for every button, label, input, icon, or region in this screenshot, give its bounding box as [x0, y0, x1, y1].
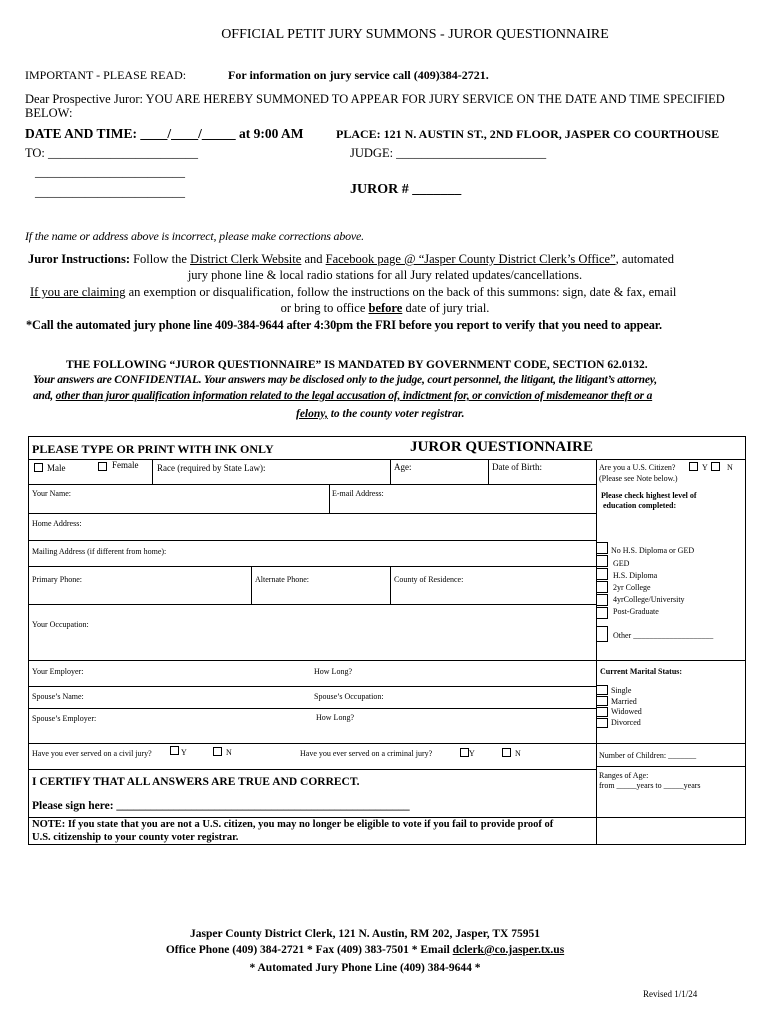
marital-checkbox-4[interactable] [596, 718, 608, 728]
below-line: BELOW: [25, 106, 73, 120]
to-line: TO: ________________________ [25, 146, 199, 160]
juror-number: JUROR # _______ [350, 182, 462, 197]
see-note: (Please see Note below.) [599, 474, 678, 483]
place: PLACE: 121 N. AUSTIN ST., 2ND FLOOR, JASPER CO COURTHOUSE [336, 127, 720, 141]
marital-option: Divorced [611, 718, 641, 727]
correction-note: If the name or address above is incorrect, please make corrections above. [25, 229, 364, 243]
criminal-jury-label: Have you ever served on a criminal jury? [300, 749, 433, 758]
spouse-occupation-label: Spouse’s Occupation: [314, 692, 384, 701]
page-title: OFFICIAL PETIT JURY SUMMONS - JUROR QUESTIONNAIRE [221, 27, 609, 42]
marital-heading: Current Marital Status: [600, 667, 683, 676]
edu-checkbox-6[interactable] [596, 607, 608, 619]
criminal-no-checkbox[interactable] [502, 748, 511, 757]
voter-registrar-text: to the county voter registrar. [330, 408, 465, 420]
employer-label: Your Employer: [32, 667, 84, 676]
how-long-label: How Long? [314, 667, 352, 676]
your-name-label: Your Name: [32, 489, 71, 498]
to-line-3: ________________________ [35, 185, 185, 199]
edu-checkbox-5[interactable] [596, 594, 608, 606]
edu-checkbox-1[interactable] [596, 542, 608, 554]
mandate-line-2: Your answers are CONFIDENTIAL. Your answers may be disclosed only to the judge, court personnel, the litigant, the litigant’s attorney, [33, 374, 657, 386]
citizen-yes-label: Y [702, 463, 708, 472]
claiming-text: If you are claiming [30, 285, 126, 299]
marital-option: Widowed [611, 707, 642, 716]
felony-text: felony, [296, 408, 328, 420]
mandate-line-1: THE FOLLOWING “JUROR QUESTIONNAIRE” IS MANDATED BY GOVERNMENT CODE, SECTION 62.0132. [66, 359, 648, 371]
edu-checkbox-4[interactable] [596, 581, 608, 593]
spouse-name-label: Spouse’s Name: [32, 692, 84, 701]
footer-phone-fax: Office Phone (409) 384-2721 * Fax (409) 383-7501 * Email [165, 944, 450, 956]
mandate-and: and, [33, 390, 53, 402]
education-heading-2: education completed: [603, 501, 677, 510]
occupation-label: Your Occupation: [32, 620, 89, 629]
ranges-age-values: from _____years to _____years [599, 781, 701, 790]
education-heading-1: Please check highest level of [601, 491, 697, 500]
certify-text: I CERTIFY THAT ALL ANSWERS ARE TRUE AND CORRECT. [32, 776, 360, 788]
ranges-age-label: Ranges of Age: [599, 771, 649, 780]
note-line-1: NOTE: If you state that you are not a U.S. citizen, you may no longer be eligible to vote if you fail to provide proof of [32, 819, 554, 830]
date-trial-text: date of jury trial. [405, 301, 490, 315]
district-clerk-link[interactable]: District Clerk Website [190, 252, 302, 266]
instructions-rest: , automated [615, 252, 674, 266]
footer-email-link[interactable]: dclerk@co.jasper.tx.us [452, 944, 565, 956]
revised-date: Revised 1/1/24 [643, 989, 698, 999]
instructions-follow: Follow the [133, 252, 187, 266]
to-line-2: ________________________ [35, 165, 185, 179]
instructions-and: and [304, 252, 323, 266]
male-label: Male [47, 463, 66, 473]
instructions-line-4 [0, 301, 770, 316]
criminal-yes-checkbox[interactable] [460, 748, 469, 757]
form-title: JUROR QUESTIONNAIRE [410, 439, 593, 455]
marital-checkbox-2[interactable] [596, 696, 608, 706]
edu-option: H.S. Diploma [613, 571, 658, 580]
criminal-no-label: N [515, 749, 521, 758]
marital-checkbox-1[interactable] [596, 685, 608, 695]
judge-line: JUDGE: ________________________ [350, 146, 547, 160]
edu-checkbox-3[interactable] [596, 568, 608, 580]
citizen-label: Are you a U.S. Citizen? [599, 463, 676, 472]
instructions-line-2: jury phone line & local radio stations for all Jury related updates/cancellations. [187, 268, 583, 282]
civil-yes-label: Y [181, 748, 187, 757]
civil-no-checkbox[interactable] [213, 747, 222, 756]
mandate-other-than: other than juror qualification information related to the legal accusation of, indictment for, or conviction of misdemeanor theft or a [55, 390, 653, 402]
bring-text: or bring to office [280, 301, 366, 315]
female-label: Female [112, 460, 139, 470]
county-label: County of Residence: [394, 575, 464, 584]
important-label: IMPORTANT - PLEASE READ: [25, 68, 187, 82]
sign-line[interactable]: Please sign here: ___________________________________________________ [32, 800, 410, 812]
claiming-rest: an exemption or disqualification, follow the instructions on the back of this summons: sign, date & fax, email [128, 285, 677, 299]
female-checkbox[interactable] [98, 462, 107, 471]
footer-line-1: Jasper County District Clerk, 121 N. Austin, RM 202, Jasper, TX 75951 [190, 928, 540, 940]
edu-option: Post-Graduate [613, 607, 659, 616]
how-long-2-label: How Long? [316, 713, 354, 722]
edu-other: Other ____________________ [613, 631, 714, 640]
spouse-employer-label: Spouse’s Employer: [32, 714, 97, 723]
edu-checkbox-other[interactable] [596, 626, 608, 642]
age-label: Age: [394, 462, 412, 472]
info-line: For information on jury service call (409)384-2721. [228, 68, 489, 82]
before-text: before [368, 301, 403, 315]
mandate-line-4 [296, 408, 465, 420]
instructions-label: Juror Instructions: [28, 252, 130, 266]
marital-checkbox-3[interactable] [596, 707, 608, 717]
edu-option: 4yrCollege/University [613, 595, 685, 604]
facebook-link[interactable]: Facebook page @ “Jasper County District Clerk’s Office” [325, 252, 616, 266]
citizen-no-checkbox[interactable] [711, 462, 720, 471]
edu-checkbox-2[interactable] [596, 555, 608, 567]
note-line-2: U.S. citizenship to your county voter registrar. [32, 832, 239, 843]
children-label: Number of Children: _______ [599, 751, 697, 760]
call-line: *Call the automated jury phone line 409-384-9644 after 4:30pm the FRI before you report to verify that you need to appear. [26, 318, 662, 332]
alternate-phone-label: Alternate Phone: [255, 575, 309, 584]
mandate-line-3 [33, 390, 652, 402]
citizen-no-label: N [727, 463, 733, 472]
edu-option: No H.S. Diploma or GED [611, 546, 695, 555]
footer-line-2 [0, 944, 730, 956]
instructions-line-1 [28, 252, 674, 267]
edu-option: 2yr College [613, 583, 651, 592]
date-time: DATE AND TIME: ____/____/_____ at 9:00 AM [25, 126, 304, 141]
civil-jury-label: Have you ever served on a civil jury? [32, 749, 152, 758]
type-print-label: PLEASE TYPE OR PRINT WITH INK ONLY [32, 442, 274, 456]
dear-line: Dear Prospective Juror: YOU ARE HEREBY SUMMONED TO APPEAR FOR JURY SERVICE ON THE DATE AND TIME SPECIFIED [25, 92, 725, 106]
civil-yes-checkbox[interactable] [170, 746, 179, 755]
footer-line-3: * Automated Jury Phone Line (409) 384-9644 * [249, 962, 481, 974]
marital-option: Married [611, 697, 637, 706]
edu-option: GED [613, 559, 630, 568]
primary-phone-label: Primary Phone: [32, 575, 82, 584]
criminal-yes-label: Y [469, 749, 475, 758]
mailing-address-label: Mailing Address (if different from home): [32, 547, 167, 556]
civil-no-label: N [226, 748, 232, 757]
home-address-label: Home Address: [32, 519, 82, 528]
email-label: E-mail Address: [332, 489, 384, 498]
dob-label: Date of Birth: [492, 462, 542, 472]
marital-option: Single [611, 686, 632, 695]
male-checkbox[interactable] [34, 463, 43, 472]
citizen-yes-checkbox[interactable] [689, 462, 698, 471]
instructions-line-3 [30, 285, 676, 300]
race-label: Race (required by State Law): [157, 463, 266, 473]
